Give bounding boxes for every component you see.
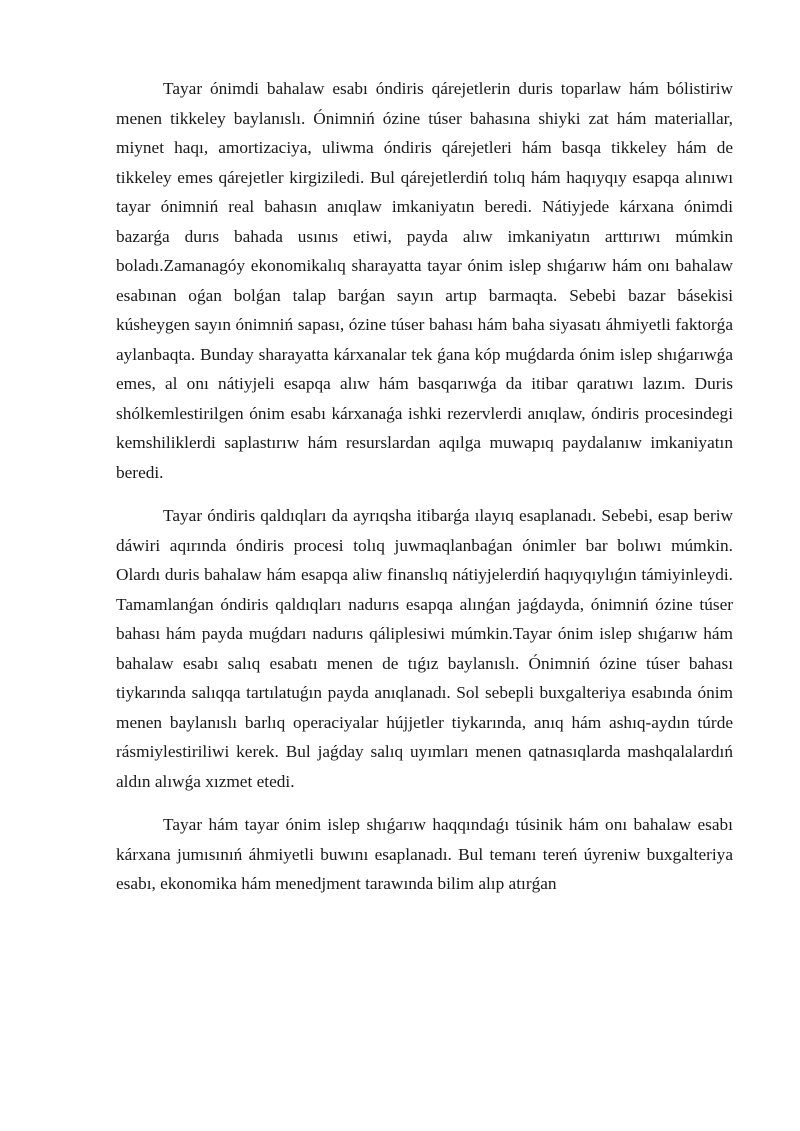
- body-text: [116, 74, 733, 899]
- paragraph-2: Tayar óndiris qaldıqları da ayrıqsha itibarǵa ılayıq esaplanadı. Sebebi, esap beriw dáwiri aqırında óndiris procesi tolıq juwmaqlanbaǵan ónimler bar bolıwı múmkin. Olardı duris bahalaw hám esapqa aliw finanslıq nátiyjelerdiń haqıyqıylıǵın támiyinleydi. Tamamlanǵan óndiris qaldıqları nadurıs esapqa alınǵan jaǵdayda, ónimniń ózine túser bahası hám payda muǵdarı nadurıs qáliplesiwi múmkin.Tayar ónim islep shıǵarıw hám bahalaw esabı salıq esabatı menen de tıǵız baylanıslı. Ónimniń ózine túser bahası tiykarında salıqqa tartılatuǵın payda anıqlanadı. Sol sebepli buxgalteriya esabında ónim menen baylanıslı barlıq operaciyalar hújjetler tiykarında, anıq hám ashıq-aydın túrde rásmiylestiriliwi kerek. Bul jaǵday salıq uyımları menen qatnasıqlarda mashqalalardıń aldın alıwǵa xızmet etedi.: [116, 506, 733, 791]
- paragraph-1: Tayar ónimdi bahalaw esabı óndiris qárejetlerin duris toparlaw hám bólistiriw menen tikkeley baylanıslı. Ónimniń ózine túser bahasına shiyki zat hám materiallar, miynet haqı, amortizaciya, uliwma óndiris qárejetleri hám basqa tikkeley hám de tikkeley emes qárejetler kirgiziledi. Bul qárejetlerdiń tolıq hám haqıyqıy esapqa alınıwı tayar ónimniń real bahasın anıqlaw imkaniyatın beredi. Nátiyjede kárxana ónimdi bazarǵa durıs bahada usınıs etiwi, payda alıw imkaniyatın arttırıwı múmkin boladı.Zamanagóy ekonomikalıq sharayatta tayar ónim islep shıǵarıw hám onı bahalaw esabınan oǵan bolǵan talap barǵan sayın artıp barmaqta. Sebebi bazar básekisi kúsheygen sayın ónimniń sapası, ózine túser bahası hám baha siyasatı áhmiyetli faktorǵa aylanbaqta. Bunday sharayatta kárxanalar tek ǵana kóp muǵdarda ónim islep shıǵarıwǵa emes, al onı nátiyjeli esapqa alıw hám basqarıwǵa da itibar qaratıwı lazım. Duris shólkemlestirilgen ónim esabı kárxanaǵa ishki rezervlerdi anıqlaw, óndiris procesindegi kemshiliklerdi saplastırıw hám resurslardan aqılga muwapıq paydalanıw imkaniyatın beredi.: [116, 79, 733, 482]
- paragraph-3: Tayar hám tayar ónim islep shıǵarıw haqqındaǵı túsinik hám onı bahalaw esabı kárxana jumısınıń áhmiyetli buwını esaplanadı. Bul temanı tereń úyreniw buxgalteriya esabı, ekonomika hám menedjment tarawında bilim alıp atırǵan: [116, 815, 733, 893]
